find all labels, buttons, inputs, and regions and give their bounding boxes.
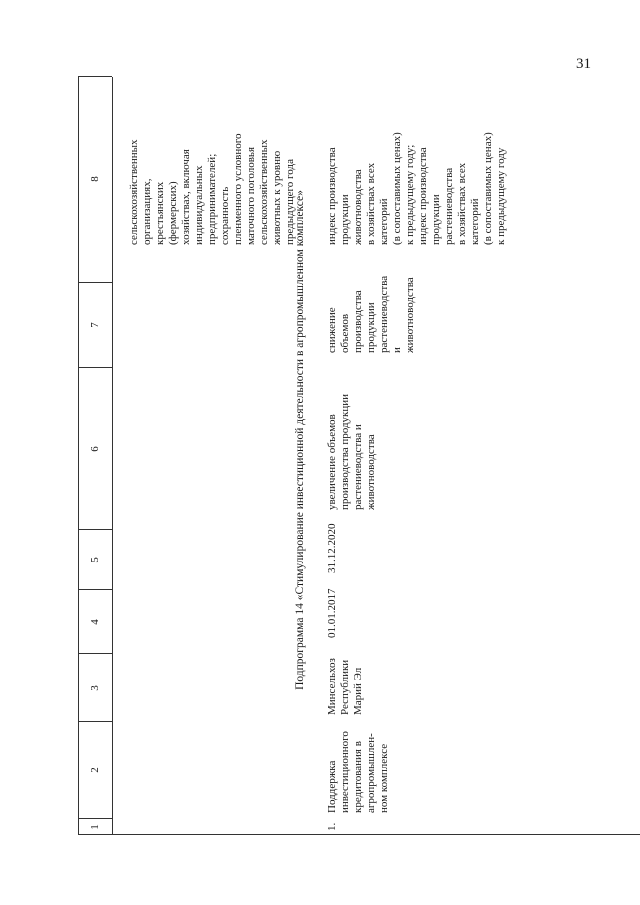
column-number: 2 (89, 767, 101, 773)
col-divider (78, 282, 112, 283)
column-number: 6 (89, 446, 101, 452)
row-start-date: 01.01.2017 (326, 588, 338, 638)
column-number: 1 (89, 824, 101, 830)
column-number: 7 (89, 322, 101, 328)
column-number: 5 (89, 557, 101, 563)
col-divider (78, 721, 112, 722)
column-number: 3 (89, 685, 101, 691)
table-header-bottom-border (112, 77, 113, 835)
col-divider (78, 529, 112, 530)
col-divider (78, 367, 112, 368)
col-divider (78, 589, 112, 590)
rotated-table-page (78, 60, 578, 835)
row-consequences: снижение объемов производства продукции растениеводства и животноводства (326, 275, 416, 353)
page-number: 31 (576, 56, 591, 72)
carry-over-text: сельскохозяйственных организациях, крестьянских (фермерских) хозяйствах, включая индивидуальных предпринимателей; сохранность пленменного условного маточного поголовья сельскохозяйственных животных к уровню предыдущего года (128, 133, 296, 245)
table-right-border (78, 76, 112, 77)
row-executor: Минсельхоз Республики Марий Эл (326, 658, 364, 715)
row-end-date: 31.12.2020 (326, 523, 338, 573)
row-number: 1. (326, 822, 338, 831)
row-expected-result: увеличение объемов производства продукции растениеводства и животноводства (326, 393, 377, 510)
column-number: 4 (89, 619, 101, 625)
column-number: 8 (89, 176, 101, 182)
row-indicators: индекс производства продукции животноводства в хозяйствах всех категорий (в сопоставимых ценах) к предыдущему году; индекс производства продукции растениеводства в хозяйствах всех категорий (в сопоставимых ценах) к предыдущему году (326, 132, 507, 245)
table-left-border (78, 834, 640, 835)
row-measure-name: Поддержка инвестиционного кредитования в агропромышлен- ном комплексе (326, 731, 390, 813)
subprogram-title: Подпрограмма 14 «Стимулирование инвестиционной деятельности в агропромышленном комплексе» (294, 190, 306, 690)
col-divider (78, 653, 112, 654)
